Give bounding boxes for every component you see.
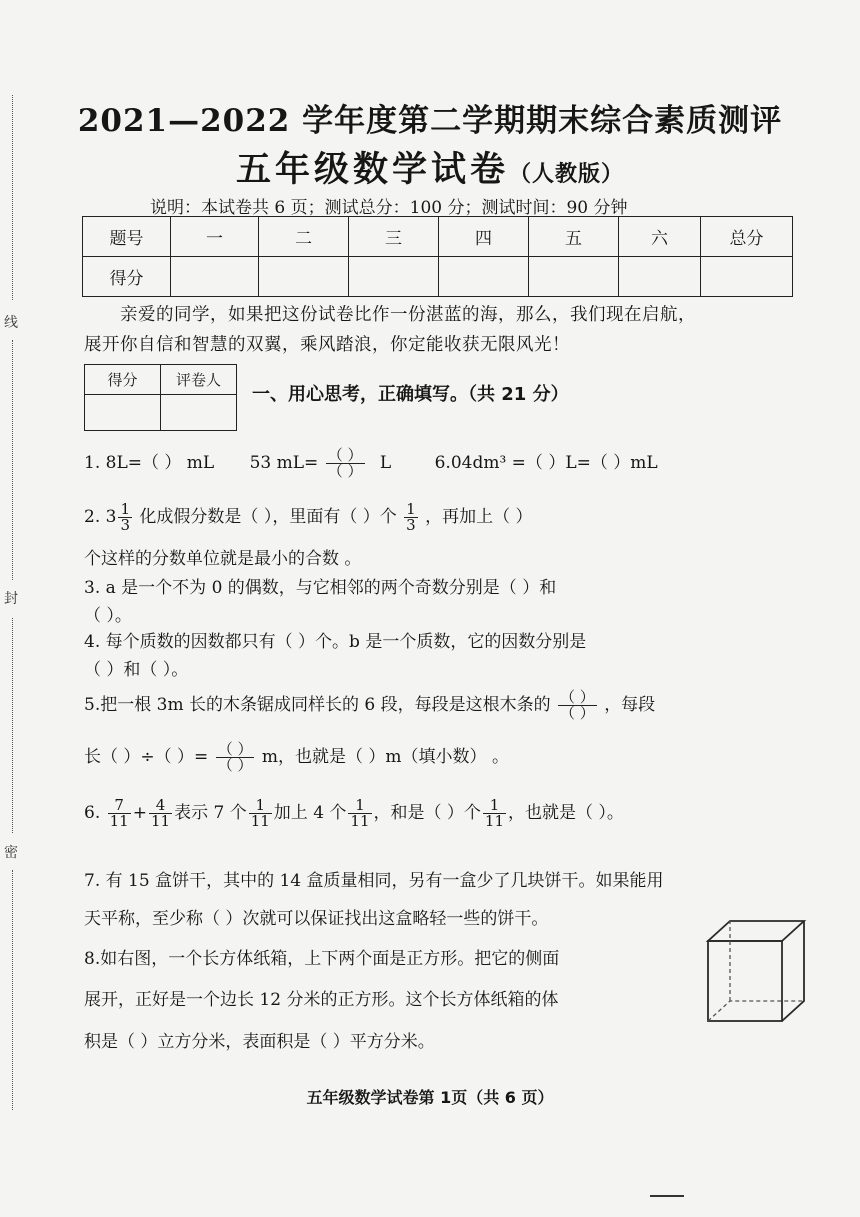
frac-numerator: 4 [155, 796, 166, 814]
q6-fraction-c [249, 798, 272, 829]
score-table [82, 216, 793, 297]
intro-line: 亲爱的同学，如果把这份试卷比作一份湛蓝的海，那么，我们现在启航， [120, 305, 696, 325]
frac-numerator: （ ） [217, 740, 253, 758]
q6-fraction-d [348, 798, 371, 829]
question-8-line-2: 展开，正好是一个边长 12 分米的正方形。这个长方体纸箱的体 [84, 990, 559, 1010]
question-6 [84, 798, 624, 829]
subtitle-text: 五年级数学试卷 [235, 149, 509, 190]
score-cell[interactable] [701, 257, 793, 297]
frac-denominator: 11 [350, 812, 370, 830]
frac-denominator: 3 [406, 516, 416, 534]
box-front-face [708, 941, 782, 1021]
score-cell[interactable] [259, 257, 349, 297]
q5-fraction-2 [216, 742, 255, 773]
grader-cell[interactable] [161, 395, 237, 431]
box-right-edges [782, 921, 804, 1021]
side-label-xian: 线 [4, 315, 18, 331]
page-footer: 五年级数学试卷第 1页（共 6 页） [306, 1088, 554, 1107]
grader-header: 评卷人 [161, 365, 237, 395]
intro-line: 展开你自信和智慧的双翼，乘风踏浪，你定能收获无限风光！ [84, 335, 570, 355]
q2-prefix: 2. [84, 507, 101, 527]
q1-part-b: 53 mL= [249, 453, 319, 473]
q5-line-1: 5.把一根 3m 长的木条锯成同样长的 6 段，每段是这根木条的 [84, 695, 551, 715]
exam-description: 说明：本试卷共 6 页；测试总分：100 分；测试时间：90 分钟 [150, 198, 628, 218]
q6-text-2: 表示 7 个 [174, 803, 247, 823]
q5-fraction [558, 690, 597, 721]
q2-text-2: ，再加上（ ） [425, 507, 533, 527]
frac-denominator: 3 [120, 516, 131, 534]
score-col-header: 总分 [701, 217, 793, 257]
question-5-line-2 [84, 742, 509, 773]
binding-dotted-line [12, 870, 13, 1110]
scan-mark [650, 1195, 684, 1197]
q6-text-3: 加上 4 个 [273, 803, 347, 823]
score-cell[interactable] [171, 257, 259, 297]
q5-line-2-b: m，也就是（ ）m（填小数） 。 [261, 747, 509, 767]
frac-numerator: 7 [114, 796, 124, 814]
q6-fraction-e [483, 798, 506, 829]
frac-denominator: （ ） [560, 704, 595, 722]
score-table-score-row [83, 257, 793, 297]
score-cell[interactable] [529, 257, 619, 297]
score-col-header: 六 [619, 217, 701, 257]
q5-line-1-end: ，每段 [604, 695, 656, 715]
exam-title: 2021—2022 学年度第二学期期末综合素质测评 [77, 103, 783, 139]
mixed-fraction [118, 502, 132, 533]
score-row-label: 得分 [83, 257, 171, 297]
box-hidden-bottom-edges [708, 1001, 804, 1021]
frac-numerator: 1 [489, 796, 500, 814]
score-col-header: 五 [529, 217, 619, 257]
q6-plus: + [132, 803, 147, 823]
section-heading: 一、用心思考，正确填写。（共 21 分） [252, 384, 569, 405]
question-4: 4. 每个质数的因数都只有（ ）个。b 是一个质数，它的因数分别是 [84, 632, 587, 652]
score-cell[interactable] [619, 257, 701, 297]
frac-numerator: 1 [120, 500, 131, 518]
exam-subtitle [0, 142, 860, 192]
side-label-mi: 密 [4, 845, 18, 861]
question-5 [84, 690, 655, 721]
q6-text-4: ，和是（ ）个 [373, 803, 481, 823]
score-cell[interactable] [349, 257, 439, 297]
question-8-line-3: 积是（ ）立方分米，表面积是（ ）平方分米。 [84, 1032, 435, 1052]
frac-numerator: 1 [355, 796, 365, 814]
q2-unit-fraction [404, 502, 418, 533]
score-row-label: 题号 [83, 217, 171, 257]
question-3-line-2: （ ）。 [84, 606, 132, 626]
question-3: 3. a 是一个不为 0 的偶数，与它相邻的两个奇数分别是（ ）和 [84, 578, 557, 598]
grader-header: 得分 [85, 365, 161, 395]
mixed-whole: 3 [105, 507, 117, 527]
q5-line-2-a: 长（ ）÷（ ）= [84, 747, 209, 767]
q2-text-1: 化成假分数是（ ），里面有（ ）个 [139, 507, 397, 527]
binding-dotted-line [12, 340, 13, 580]
q6-text-5: ，也就是（ ）。 [508, 803, 624, 823]
q1-part-c: L [379, 453, 392, 473]
q1-part-a: 1. 8L=（ ） mL [84, 453, 215, 473]
score-col-header: 三 [349, 217, 439, 257]
frac-denominator: 11 [484, 812, 505, 830]
q6-fraction-b [149, 798, 172, 829]
frac-numerator: （ ） [560, 688, 595, 706]
grader-cell[interactable] [85, 395, 161, 431]
frac-numerator: （ ） [327, 446, 363, 464]
intro-paragraph [84, 300, 804, 360]
question-2 [84, 502, 533, 533]
question-2-line-2: 个这样的分数单位就是最小的合数 。 [84, 549, 362, 569]
cuboid-box-figure [700, 915, 812, 1027]
frac-numerator: 1 [255, 796, 266, 814]
question-7-line-2: 天平称，至少称（ ）次就可以保证找出这盒略轻一些的饼干。 [84, 909, 549, 929]
frac-denominator: （ ） [217, 756, 253, 774]
question-8: 8.如右图，一个长方体纸箱，上下两个面是正方形。把它的侧面 [84, 949, 560, 969]
edition-label: （人教版） [509, 161, 625, 187]
q2-mixed-number [105, 500, 134, 534]
q1-fraction [326, 448, 365, 479]
question-1 [84, 448, 658, 479]
score-table-header-row [83, 217, 793, 257]
binding-dotted-line [12, 618, 13, 833]
frac-denominator: 11 [250, 812, 270, 830]
score-col-header: 二 [259, 217, 349, 257]
question-7: 7. 有 15 盒饼干，其中的 14 盒质量相同，另有一盒少了几块饼干。如果能用 [84, 871, 664, 891]
grader-header-row [85, 365, 237, 395]
q6-prefix: 6. [84, 803, 101, 823]
frac-numerator: 1 [406, 500, 416, 518]
frac-denominator: 11 [109, 812, 129, 830]
grader-blank-row [85, 395, 237, 431]
box-top-face [708, 921, 804, 941]
score-col-header: 一 [171, 217, 259, 257]
q1-part-d: 6.04dm³ =（ ）L=（ ）mL [434, 453, 658, 473]
grader-table [84, 364, 237, 431]
score-cell[interactable] [439, 257, 529, 297]
frac-denominator: 11 [150, 812, 171, 830]
score-col-header: 四 [439, 217, 529, 257]
frac-denominator: （ ） [327, 462, 363, 480]
q6-fraction-a [108, 798, 131, 829]
side-label-feng: 封 [4, 591, 18, 607]
question-4-line-2: （ ）和（ ）。 [84, 660, 189, 680]
